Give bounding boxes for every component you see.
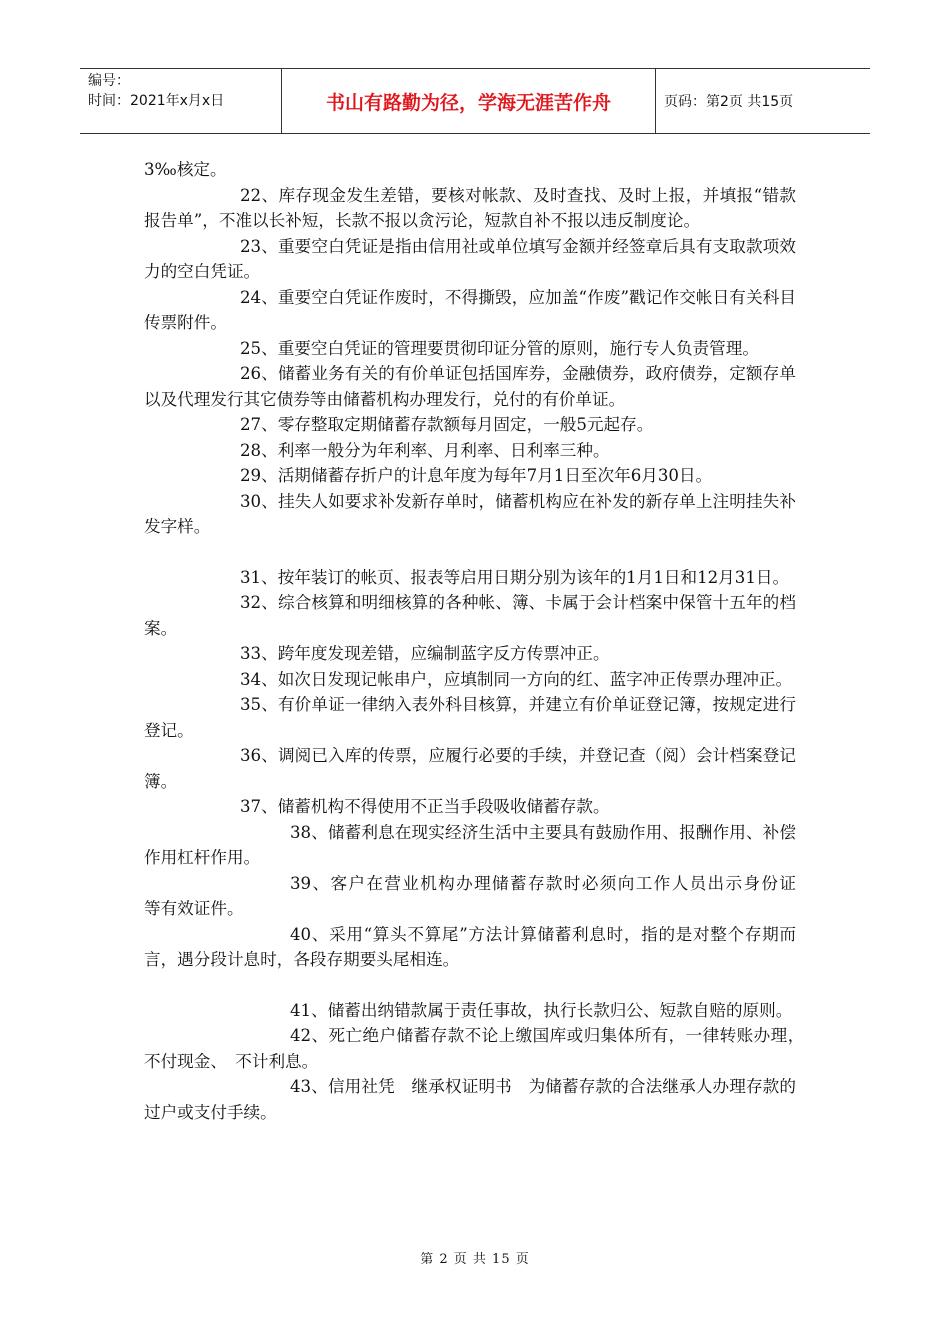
header-motto: 书山有路勤为径，学海无涯苦作舟 bbox=[282, 69, 656, 133]
paragraph: 23、重要空白凭证是指由信用社或单位填写金额并经签章后具有支取款项效力的空白凭证。 bbox=[144, 236, 796, 281]
paragraph: 40、采用“算头不算尾”方法计算储蓄利息时，指的是对整个存期而言，遇分段计息时，各段存期要头尾相连。 bbox=[144, 924, 796, 969]
paragraph: 43、信用社凭 继承权证明书 为储蓄存款的合法继承人办理存款的过户或支付手续。 bbox=[144, 1077, 796, 1122]
header-meta bbox=[80, 69, 282, 133]
paragraph: 36、调阅已入库的传票，应履行必要的手续，并登记查（阅）会计档案登记簿。 bbox=[144, 746, 796, 791]
header-page-info: 页码：第2页 共15页 bbox=[664, 94, 794, 110]
paragraph: 32、综合核算和明细核算的各种帐、簿、卡属于会计档案中保管十五年的档案。 bbox=[144, 593, 796, 638]
paragraph: 31、按年装订的帐页、报表等启用日期分别为该年的1月1日和12月31日。 bbox=[240, 567, 790, 587]
page-footer: 第 2 页 共 15 页 bbox=[420, 1252, 530, 1267]
paragraph: 41、储蓄出纳错款属于责任事故，执行长款归公、短款自赔的原则。 bbox=[290, 1000, 793, 1020]
paragraph: 22、库存现金发生差错，要核对帐款、及时查找、及时上报，并填报“错款报告单”，不准以长补短，长款不报以贪污论，短款自补不报以违反制度论。 bbox=[144, 185, 796, 230]
paragraph: 24、重要空白凭证作废时，不得撕毁，应加盖“作废”戳记作交帐日有关科目传票附件。 bbox=[144, 287, 796, 332]
page-header bbox=[80, 68, 870, 134]
paragraph: 34、如次日发现记帐串户，应填制同一方向的红、蓝字冲正传票办理冲正。 bbox=[240, 669, 793, 689]
paragraph: 39、客户在营业机构办理储蓄存款时必须向工作人员出示身份证 等有效证件。 bbox=[144, 873, 896, 918]
paragraph: 25、重要空白凭证的管理要贯彻印证分管的原则，施行专人负责管理。 bbox=[240, 338, 759, 358]
paragraph-spacer bbox=[144, 973, 796, 998]
paragraph: 28、利率一般分为年利率、月利率、日利率三种。 bbox=[240, 440, 610, 460]
paragraph: 29、活期储蓄存折户的计息年度为每年7月1日至次年6月30日。 bbox=[240, 466, 713, 485]
paragraph: 27、零存整取定期储蓄存款额每月固定，一般5元起存。 bbox=[240, 415, 654, 434]
paragraph: 3‰核定。 bbox=[144, 160, 227, 179]
paragraph: 33、跨年度发现差错，应编制蓝字反方传票冲正。 bbox=[240, 644, 610, 663]
paragraph: 42、死亡绝户储蓄存款不论上缴国库或归集体所有，一律转账办理， 不付现金、 不计利息。 bbox=[144, 1026, 813, 1071]
paragraph: 37、储蓄机构不得使用不正当手段吸收储蓄存款。 bbox=[240, 797, 610, 816]
paragraph: 26、储蓄业务有关的有价单证包括国库券，金融债券，政府债券，定额存单以及代理发行其它债券等由储蓄机构办理发行，兑付的有价单证。 bbox=[144, 364, 796, 409]
paragraph: 35、有价单证一律纳入表外科目核算，并建立有价单证登记簿，按规定进行登记。 bbox=[144, 695, 796, 740]
document-number-label: 编号： bbox=[88, 73, 130, 89]
paragraph: 38、储蓄利息在现实经济生活中主要具有鼓励作用、报酬作用、补偿作用杠杆作用。 bbox=[144, 822, 796, 867]
paragraph: 30、挂失人如要求补发新存单时，储蓄机构应在补发的新存单上注明挂失补发字样。 bbox=[144, 491, 796, 536]
document-body bbox=[144, 157, 896, 1125]
document-date-label: 时间：2021年x月x日 bbox=[88, 93, 225, 109]
paragraph-spacer bbox=[144, 540, 796, 565]
